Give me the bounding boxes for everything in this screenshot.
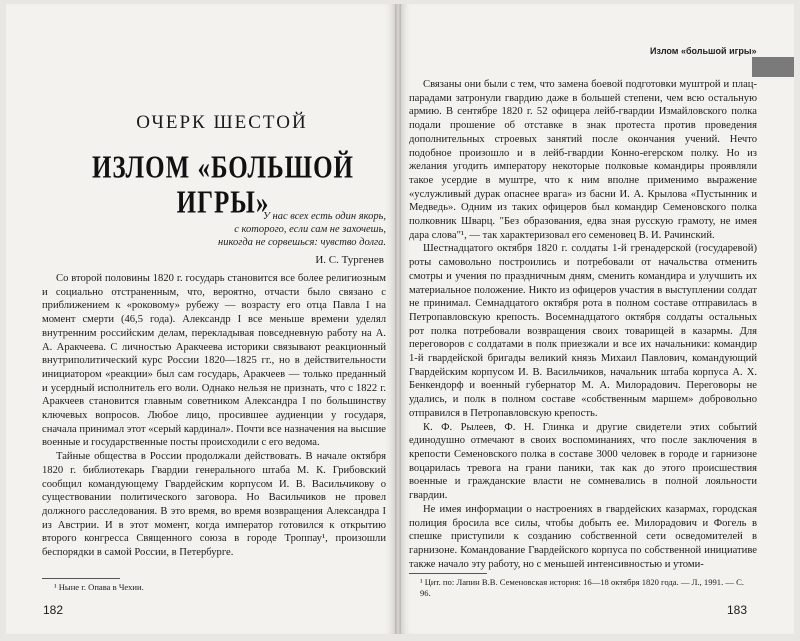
epigraph-line: У нас всех есть один якорь,	[262, 211, 386, 222]
thumb-index-tab	[752, 57, 794, 77]
epigraph-line: с которого, если сам не захочешь,	[234, 224, 386, 235]
paragraph: Не имея информации о настроениях в гвардейских казармах, городская полиция бросила все силы, чтобы добыть ее. Милорадович и Фогель в спешке приступили к созданию собственной сети осведомителей в гарнизоне. Командование Гвардейского корпуса по собственной инициативе также начало эту работу, но с меньшей интенсивностью и утоми-	[409, 503, 757, 570]
paragraph: Связаны они были с тем, что замена боевой подготовки муштрой и плац-парадами затронули гвардию даже в большей степени, чем всю остальную армию. В сентябре 1820 г. 52 офицера лейб-гвардии Измайловского полка подали прошение об отставке в знак протеста против проведения дополнительных строевых занятий после окончания учений. Нечто подобное произошло и в лейб-гвардии Конно-егерском полку. Но из желания угодить императору некоторые полковые командиры проявляли такое усердие в муштре, что к ним вполне применимо выражение «услужливый дурак опаснее врага» из басни И. А. Крылова «Пустынник и Медведь». Одним из таких офицеров был командир Семеновского полка полковник Шварц. "Без образования, едва зная русскую грамоту, не имея дара слова"¹, — так характеризовал его семеновец В. И. Рачинский.	[409, 79, 757, 241]
footnote-rule	[409, 573, 487, 574]
left-page-number: 182	[43, 603, 64, 617]
paragraph: Тайные общества в России продолжали действовать. В начале октября 1820 г. библиотекарь Гвардии генерального штаба М. К. Грибовский сообщил командующему Гвардейским корпусом И. В. Васильчикову о существовании политического заговора. Но Васильчиков не провел должного расследования. В это время, во время возвращения Александра I из Австрии. И в этот момент, когда император готовился к открытию второго конгресса Священного союза в городе Троппау¹, произошли беспорядки в самой России, в Петербурге.	[42, 451, 386, 559]
essay-label: ОЧЕРК ШЕСТОЙ	[136, 112, 308, 133]
paragraph: Со второй половины 1820 г. государь становится все более религиозным и социально отстраненным, что, вероятно, отчасти было связано с приближением к «роковому» рубежу — возрасту его отца Павла I на момент смерти (46,5 года). Александр I все меньше времени уделял внутренним российским делам, перекладывая повседневную работу на А. А. Аракчеева. С личностью Аракчеева историки связывают реакционный внутриполитический курс России 1820—1825 гг., но в действительности инициатором «реакции» был сам государь, Аракчеев — только преданный и усердный исполнитель его воли. Однако нельзя не признать, что с 1822 г. Аракчеев становится главным советником Александра I по большинству ключевых вопросов. Любое лицо, просившее аудиенции у государя, сначала принимал этот «серый кардинал». Почти все назначения на высшие военные и государственные посты происходили с его ведома.	[42, 273, 386, 449]
epigraph-line: никогда не сорвешься: чувство долга.	[218, 237, 386, 248]
paragraph: Шестнадцатого октября 1820 г. солдаты 1-й гренадерской (государевой) роты самовольно построились и потребовали от начальства отменить смотры и учения по праздничным дням, сменить командира и улучшить их материальное положение. Никто из офицеров участия в выступлении солдат не принимал. Семнадцатого октября рота в полном составе отправилась в Петропавловскую крепость. Восемнадцатого октября солдаты остальных рот полка потребовали возвращения своих товарищей в казармы. Для переговоров с солдатами в полк приезжали и все их начальники: командир 1-й гвардейской бригады великий князь Михаил Павлович, командующий Гвардейским корпусом И. В. Васильчиков, начальник штаба корпуса А. Х. Бенкендорф и военный губернатор М. А. Милорадович. Переговоры не удались, и полк в полном составе «собственным маршем» добровольно отправился в Петропавловскую крепость.	[409, 243, 757, 419]
right-page-number: 183	[727, 603, 748, 617]
epigraph	[196, 210, 386, 249]
running-head: Излом «большой игры»	[650, 46, 757, 56]
right-body-text	[409, 78, 757, 571]
footnote-rule	[42, 578, 120, 579]
left-footnote: ¹ Ныне г. Опава в Чехии.	[54, 582, 144, 592]
epigraph-author: И. С. Тургенев	[315, 254, 384, 266]
right-footnote: ¹ Цит. по: Лапин В.В. Семеновская история: 16—18 октября 1820 года. — Л., 1991. — С. 96.	[420, 577, 745, 598]
paragraph: К. Ф. Рылеев, Ф. Н. Глинка и другие свидетели этих событий единодушно отмечают в своих воспоминаниях, что после заключения в крепости Семеновского полка в составе 3000 человек в городе и гарнизоне воцарилась тревога на грани паники, так как до этого происшествия военные и гражданские власти не сомневались в полной лояльности гвардии.	[409, 421, 757, 502]
chapter-title: ИЗЛОМ «БОЛЬШОЙ ИГРЫ»	[91, 151, 355, 220]
left-body-text	[42, 272, 386, 560]
